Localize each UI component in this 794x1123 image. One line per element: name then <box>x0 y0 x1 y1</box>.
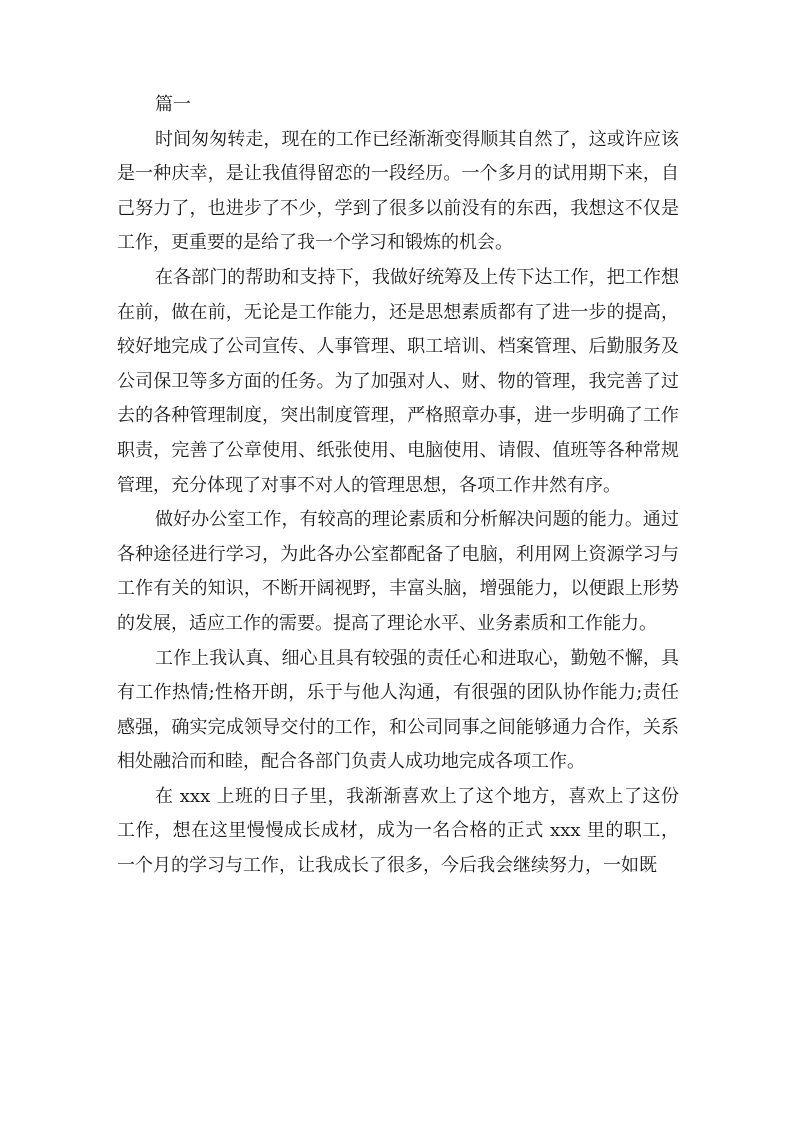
document-body <box>117 88 679 884</box>
paragraph-4: 工作上我认真、细心且具有较强的责任心和进取心，勤勉不懈，具有工作热情;性格开朗，乐于与他人沟通，有很强的团队协作能力;责任感强，确实完成领导交付的工作，和公司同事之间能够通力合作，关系相处融洽而和睦，配合各部门负责人成功地完成各项工作。 <box>117 647 679 773</box>
paragraph-3: 做好办公室工作，有较高的理论素质和分析解决问题的能力。通过各种途径进行学习，为此各办公室都配备了电脑，利用网上资源学习与工作有关的知识，不断开阔视野，丰富头脑，增强能力，以便跟上形势的发展，适应工作的需要。提高了理论水平、业务素质和工作能力。 <box>117 509 679 634</box>
section-heading: 篇一 <box>155 94 191 115</box>
paragraph-2: 在各部门的帮助和支持下，我做好统筹及上传下达工作，把工作想在前，做在前，无论是工作能力，还是思想素质都有了进一步的提高，较好地完成了公司宣传、人事管理、职工培训、档案管理、后勤服务及公司保卫等多方面的任务。为了加强对人、财、物的管理，我完善了过去的各种管理制度，突出制度管理，严格照章办事，进一步明确了工作职责，完善了公章使用、纸张使用、电脑使用、请假、值班等各种常规管理，充分体现了对事不对人的管理思想，各项工作井然有序。 <box>117 266 679 496</box>
paragraph-5: 在 xxx 上班的日子里，我渐渐喜欢上了这个地方，喜欢上了这份工作，想在这里慢慢成长成材，成为一名合格的正式 xxx 里的职工，一个月的学习与工作，让我成长了很多，今后我会继续努力，一如既 <box>117 785 679 877</box>
paragraph-1: 时间匆匆转走，现在的工作已经渐渐变得顺其自然了，这或许应该是一种庆幸，是让我值得留恋的一段经历。一个多月的试用期下来，自己努力了，也进步了不少，学到了很多以前没有的东西，我想这不仅是工作，更重要的是给了我一个学习和锻炼的机会。 <box>117 128 679 254</box>
